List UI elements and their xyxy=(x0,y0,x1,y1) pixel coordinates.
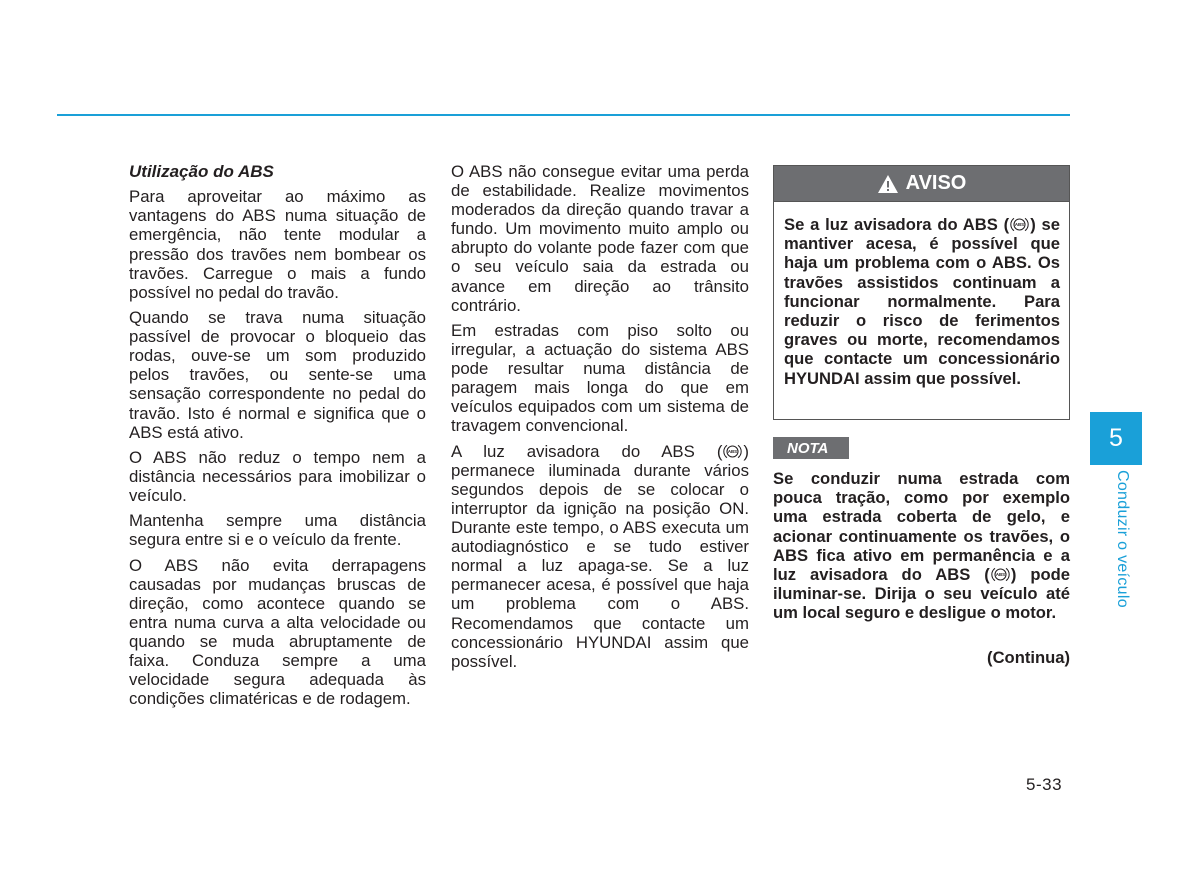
chapter-title: Conduzir o veículo xyxy=(1114,470,1131,608)
continued-label: (Continua) xyxy=(987,648,1070,667)
svg-text:ABS: ABS xyxy=(728,448,738,454)
svg-text:ABS: ABS xyxy=(1015,222,1025,228)
paragraph: O ABS não evita derrapagens causadas por mudanças bruscas de direção, como acontece quando se entra numa curva a alta velocidade ou quando se muda abruptamente de faixa. Conduza sempre a uma velocidade segura adequada às condições climatéricas e de rodagem. xyxy=(129,555,426,709)
abs-warning-icon xyxy=(723,442,742,461)
paragraph: O ABS não consegue evitar uma perda de estabilidade. Realize movimentos moderados da direção quando travar a fundo. Um movimento muito amplo ou abrupto do volante pode fazer com que o seu veículo saia da estrada ou avance em direção ao trânsito contrário. xyxy=(451,162,749,315)
warning-header xyxy=(774,166,1069,202)
warning-text-part: Se a luz avisadora do ABS ( xyxy=(784,215,1010,234)
svg-text:ABS: ABS xyxy=(995,572,1005,578)
section-heading: Utilização do ABS xyxy=(129,162,274,181)
warning-box xyxy=(773,165,1070,420)
paragraph: Quando se trava numa situação passível de provocar o bloqueio das rodas, ouve-se um som produzido pelos travões, ou sente-se uma sensação correspondente no pedal do travão. Isto é normal e significa que o ABS está ativo. xyxy=(129,308,426,442)
paragraph: Mantenha sempre uma distância segura entre si e o veículo da frente. xyxy=(129,511,426,550)
paragraph-abs-light xyxy=(451,442,749,671)
note-label: NOTA xyxy=(773,437,849,459)
abs-warning-icon xyxy=(1010,215,1029,234)
warning-text-part: ) se mantiver acesa, é possível que haja um problema com o ABS. Os travões assistidos continuam a funcionar normalmente. Para reduzir o risco de ferimentos graves ou morte, recomendamos que contacte um concessionário HYUNDAI assim que possível. xyxy=(784,215,1061,388)
chapter-tab: 5 xyxy=(1090,412,1142,465)
warning-triangle-icon xyxy=(877,174,899,194)
paragraph: Em estradas com piso solto ou irregular, a actuação do sistema ABS pode resultar numa distância de paragem mais longa do que em veículos equipados com um sistema de travagem convencional. xyxy=(451,320,749,436)
paragraph: Para aproveitar ao máximo as vantagens do ABS numa situação de emergência, não tente modular a pressão dos travões nem bombear os travões. Carregue o mais a fundo possível no pedal do travão. xyxy=(129,187,426,302)
warning-title: AVISO xyxy=(905,172,967,194)
warning-text xyxy=(774,202,1069,388)
abs-warning-icon xyxy=(991,565,1010,584)
column-1 xyxy=(129,162,426,715)
paragraph: O ABS não reduz o tempo nem a distância necessários para imobilizar o veículo. xyxy=(129,447,426,506)
top-rule xyxy=(57,114,1070,116)
column-2 xyxy=(451,162,749,677)
paragraph-text: A luz avisadora do ABS ( xyxy=(451,441,723,461)
paragraph-text: ) permanece iluminada durante vários segundos depois de se colocar o interruptor da ignição na posição ON. Durante este tempo, o ABS executa um autodiagnóstico e se tudo estiver normal a luz apaga-se. Se a luz permanecer acesa, é possível que haja um problema com o ABS. Recomendamos que contacte um concessionário HYUNDAI assim que possível. xyxy=(451,441,749,671)
note-text-part: Se conduzir numa estrada com pouca tração, como por exemplo uma estrada coberta de gelo, e acionar continuamente os travões, o ABS fica ativo em permanência e a luz avisadora do ABS ( xyxy=(773,469,1070,585)
note-text-part: ) pode iluminar-se. Dirija o seu veículo até um local seguro e desligue o motor. xyxy=(773,565,1070,623)
page-number: 5-33 xyxy=(1026,775,1063,794)
note-text xyxy=(773,469,1070,623)
